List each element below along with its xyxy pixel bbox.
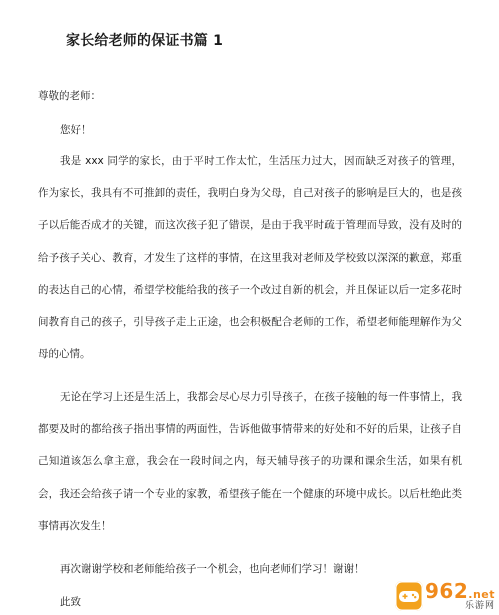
body-paragraph-3: 再次谢谢学校和老师能给孩子一个机会，也向老师们学习！谢谢！ xyxy=(60,563,365,575)
watermark-site-name: 乐游网 xyxy=(464,601,495,611)
closing: 此致 xyxy=(60,596,81,608)
watermark-text xyxy=(425,581,495,611)
salutation: 尊敬的老师： xyxy=(38,90,101,102)
greeting: 您好！ xyxy=(60,124,92,136)
body-paragraph-2: 无论在学习上还是生活上，我都会尽心尽力引导孩子，在孩子接触的每一件事情上，我都要及时的都给孩子指出事情的两面性，告诉他做事情带来的好处和不好的后果，让孩子自己知道该怎么拿主意，我会在一段时间之内，每天辅导孩子的功课和课余生活，如果有机会，我还会给孩子请一个专业的家教，希望孩子能在一个健康的环境中成长。以后杜绝此类事情再次发生！ xyxy=(38,391,462,532)
body-paragraph-1: 我是 xxx 同学的家长，由于平时工作太忙，生活压力过大，因而缺乏对孩子的管理，作为家长，我具有不可推卸的责任，我明白身为父母，自己对孩子的影响是巨大的，也是孩子以后能否成才的关键，而这次孩子犯了错误，是由于我平时疏于管理而导致，没有及时的给予孩子关心、教育，才发生了这样的事情，在这里我对老师及学校致以深深的歉意，郑重的表达自己的心情，希望学校能给我的孩子一个改过自新的机会，并且保证以后一定多花时间教育自己的孩子，引导孩子走上正途，也会积极配合老师的工作，希望老师能理解作为父母的心情。 xyxy=(38,155,462,361)
site-watermark-logo xyxy=(395,579,495,613)
gamepad-icon xyxy=(395,581,423,611)
document-title: 家长给老师的保证书篇 1 xyxy=(66,33,224,49)
watermark-number: 962.net xyxy=(425,579,495,603)
